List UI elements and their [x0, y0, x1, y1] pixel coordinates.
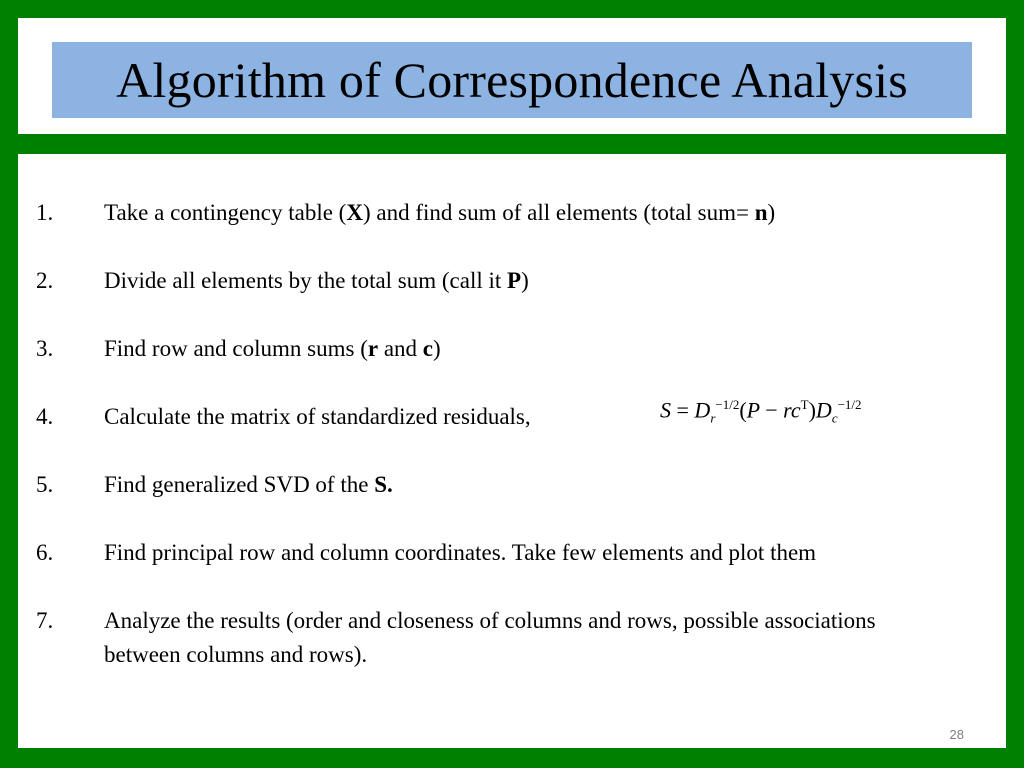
step-text — [104, 196, 1004, 230]
step-number: 7. — [36, 608, 54, 633]
step-text — [104, 468, 1004, 502]
step-text-part: ) — [521, 268, 529, 293]
step-text-bold: r — [367, 336, 379, 361]
step-text-bold: n — [754, 200, 768, 225]
formula-superscript: −1/2 — [715, 397, 740, 412]
step-number: 6. — [36, 540, 54, 565]
formula-symbol: P — [746, 397, 760, 423]
step-text: Find principal row and column coordinates. Take few elements and plot them — [104, 540, 817, 565]
step-text: Calculate the matrix of standardized residuals, — [104, 404, 531, 429]
step-text-part: ) and find sum of all elements (total sum= — [362, 200, 755, 225]
step-text-part: and — [378, 336, 423, 361]
formula-paren: ) — [808, 397, 816, 423]
step-text-part: Divide all elements by the total sum (call it — [104, 268, 508, 293]
step-text-part: ) — [767, 200, 776, 225]
step-text — [104, 264, 1004, 298]
formula-superscript: T — [800, 397, 809, 412]
step-text-part: Take a contingency table ( — [104, 200, 347, 225]
formula-subscript: r — [710, 410, 716, 426]
page-number: 28 — [949, 727, 964, 742]
formula-symbol: S — [660, 397, 671, 423]
formula-operator: − — [765, 397, 778, 423]
step-text-part: Find row and column sums ( — [104, 336, 368, 361]
formula-symbol: D — [694, 397, 711, 423]
step-text-bold: S. — [374, 472, 393, 497]
formula-symbol: rc — [783, 397, 801, 423]
formula-paren: ( — [739, 397, 747, 423]
formula-operator: = — [676, 397, 689, 423]
step-number: 3. — [36, 336, 54, 361]
step-text-bold: P — [507, 268, 522, 293]
residuals-formula — [660, 397, 862, 427]
step-number: 4. — [36, 404, 54, 429]
step-text-bold: X — [346, 200, 363, 225]
step-text — [104, 332, 1004, 366]
step-text: Analyze the results (order and closeness of columns and rows, possible associations between columns and rows). — [104, 608, 876, 667]
formula-symbol: D — [815, 397, 832, 423]
step-number: 2. — [36, 268, 54, 293]
title-bar — [52, 42, 972, 118]
slide-title: Algorithm of Correspondence Analysis — [116, 52, 908, 108]
formula-superscript: −1/2 — [837, 397, 862, 412]
formula-subscript: c — [831, 410, 838, 426]
step-text-part: Find generalized SVD of the — [104, 472, 375, 497]
step-number: 5. — [36, 472, 54, 497]
title-panel — [18, 18, 1006, 134]
step-text-bold: c — [422, 336, 434, 361]
content-panel — [18, 154, 1006, 748]
step-number: 1. — [36, 200, 54, 225]
step-text-part: ) — [433, 336, 441, 361]
